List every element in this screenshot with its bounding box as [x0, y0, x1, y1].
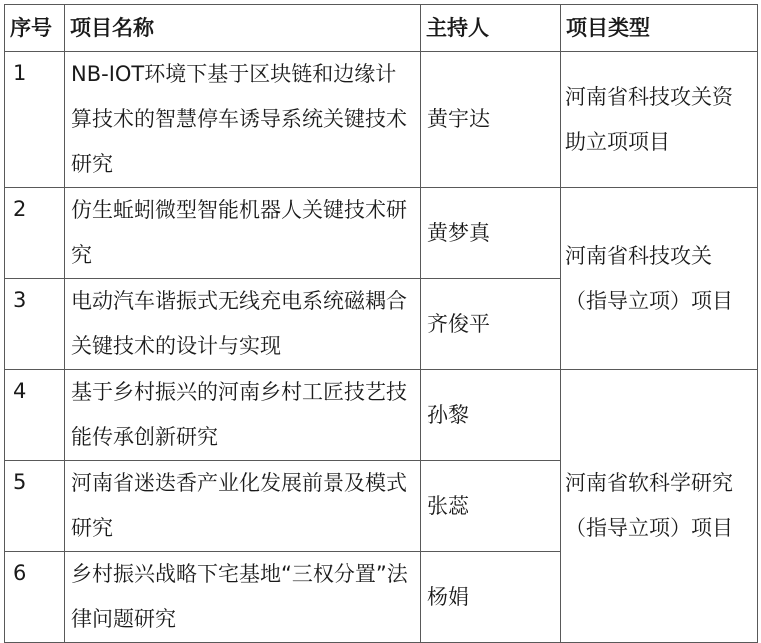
header-type: 项目类型: [561, 5, 758, 52]
projects-table: [4, 4, 758, 643]
row-no: 1: [5, 52, 65, 188]
row-host: 黄宇达: [421, 52, 561, 188]
table-row: [5, 370, 758, 461]
row-project-name: 河南省迷迭香产业化发展前景及模式研究: [65, 461, 421, 552]
row-host: 杨娟: [421, 552, 561, 643]
row-host: 齐俊平: [421, 279, 561, 370]
row-no: 6: [5, 552, 65, 643]
table-row: [5, 52, 758, 188]
row-project-type: 河南省科技攻关（指导立项）项目: [561, 188, 758, 370]
row-project-name: 乡村振兴战略下宅基地“三权分置”法律问题研究: [65, 552, 421, 643]
table-header-row: [5, 5, 758, 52]
row-project-type: 河南省软科学研究（指导立项）项目: [561, 370, 758, 643]
row-no: 2: [5, 188, 65, 279]
row-host: 张蕊: [421, 461, 561, 552]
row-project-name: 电动汽车谐振式无线充电系统磁耦合关键技术的设计与实现: [65, 279, 421, 370]
row-project-name: NB-IOT环境下基于区块链和边缘计算技术的智慧停车诱导系统关键技术研究: [65, 52, 421, 188]
row-host: 黄梦真: [421, 188, 561, 279]
row-project-name: 基于乡村振兴的河南乡村工匠技艺技能传承创新研究: [65, 370, 421, 461]
header-no: 序号: [5, 5, 65, 52]
table-row: [5, 188, 758, 279]
row-no: 3: [5, 279, 65, 370]
row-no: 4: [5, 370, 65, 461]
header-name: 项目名称: [65, 5, 421, 52]
row-project-name: 仿生蚯蚓微型智能机器人关键技术研究: [65, 188, 421, 279]
header-host: 主持人: [421, 5, 561, 52]
row-project-type: 河南省科技攻关资助立项项目: [561, 52, 758, 188]
row-no: 5: [5, 461, 65, 552]
row-host: 孙黎: [421, 370, 561, 461]
